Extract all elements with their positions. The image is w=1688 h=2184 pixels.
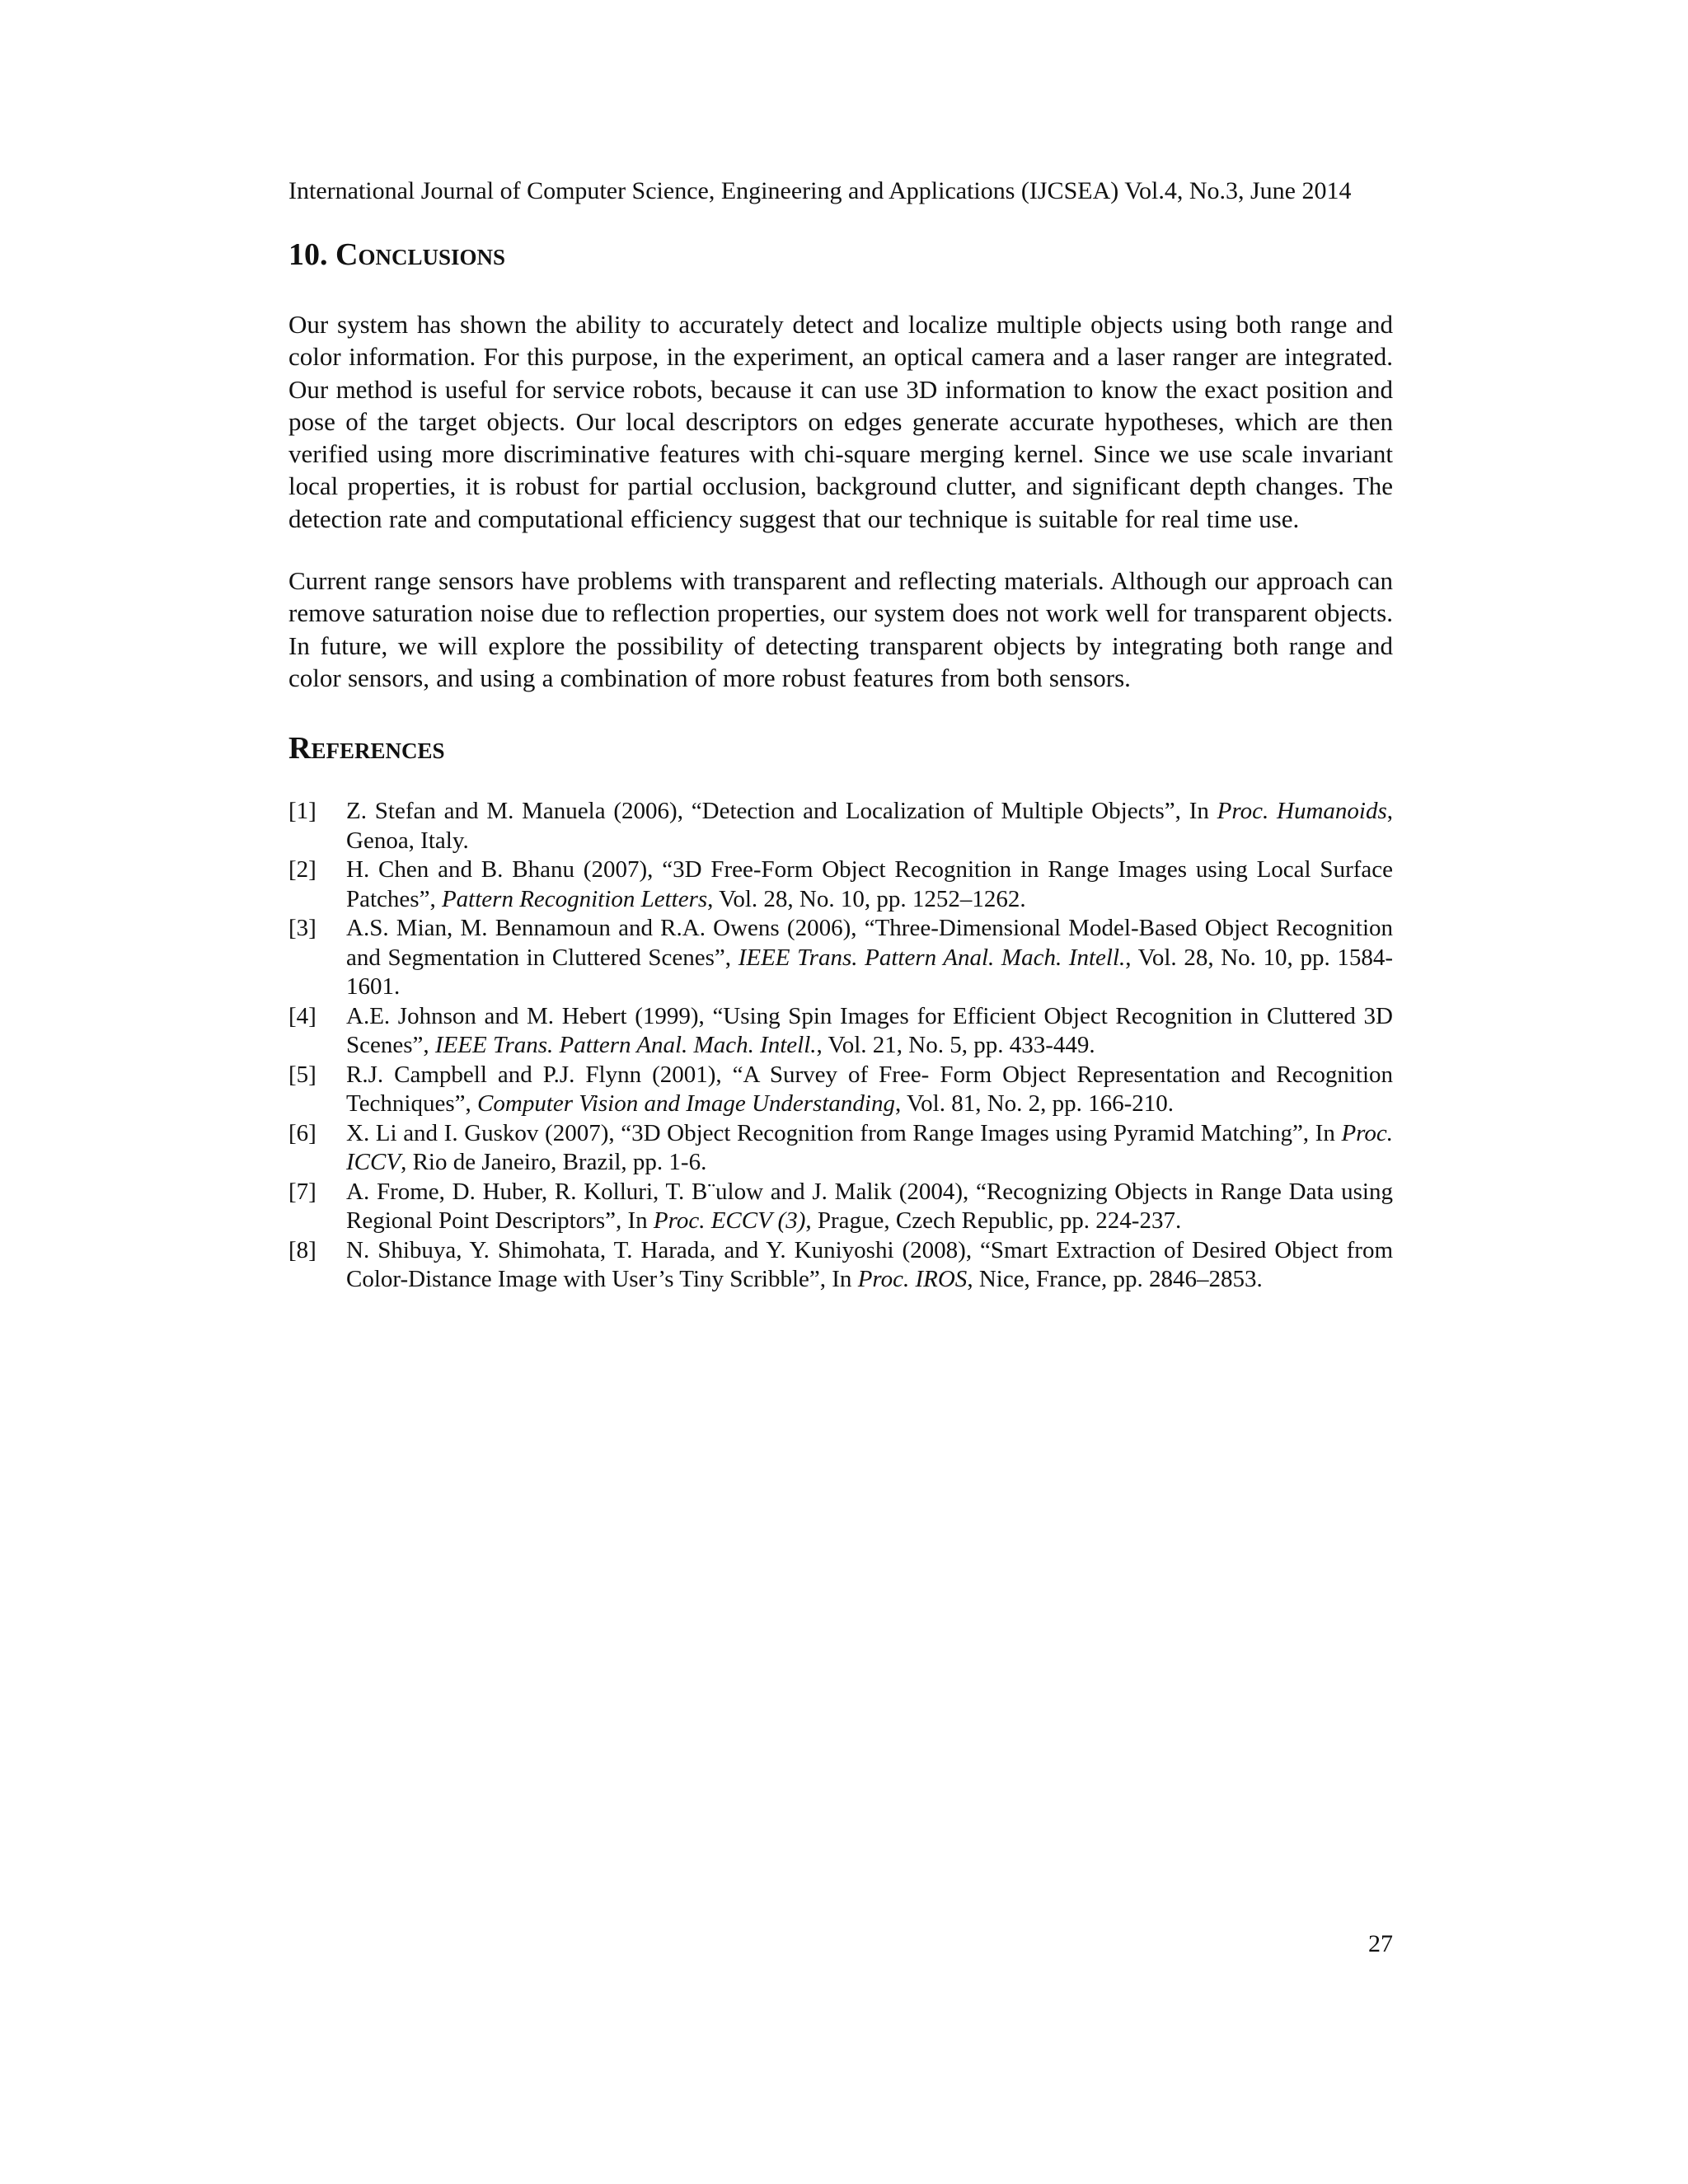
reference-venue: IEEE Trans. Pattern Anal. Mach. Intell. bbox=[434, 1032, 817, 1059]
reference-item-7 bbox=[288, 1178, 1393, 1236]
conclusions-paragraph-1: Our system has shown the ability to accurately detect and localize multiple objects using both range and color information. For this purpose, in the experiment, an optical camera and a laser ranger are integrated. Our method is useful for service robots, because it can use 3D information to know the exact position and pose of the target objects. Our local descriptors on edges generate accurate hypotheses, which are then verified using more discriminative features with chi-square merging kernel. Since we use scale invariant local properties, it is robust for partial occlusion, background clutter, and significant depth changes. The detection rate and computational efficiency suggest that our technique is suitable for real time use. bbox=[288, 310, 1393, 533]
reference-text: Z. Stefan and M. Manuela (2006), “Detection and Localization of Multiple Objects”, In Proc. Humanoids, Genoa, Italy. bbox=[346, 798, 1393, 854]
reference-number: [2] bbox=[288, 856, 316, 883]
reference-text: X. Li and I. Guskov (2007), “3D Object Recognition from Range Images using Pyramid Matching”, In Proc. ICCV, Rio de Janeiro, Brazil, pp. 1-6. bbox=[346, 1119, 1393, 1176]
reference-number: [5] bbox=[288, 1061, 316, 1088]
reference-text: A.S. Mian, M. Bennamoun and R.A. Owens (2006), “Three-Dimensional Model-Based Object Recognition and Segmentation in Cluttered Scenes”, IEEE Trans. Pattern Anal. Mach. Intell., Vol. 28, No. 10, pp. 1584-1601. bbox=[346, 915, 1394, 1001]
reference-item-8 bbox=[288, 1236, 1393, 1295]
reference-venue: Proc. Humanoids bbox=[1217, 798, 1387, 825]
page-number: 27 bbox=[1368, 1930, 1393, 1957]
reference-number: [1] bbox=[288, 798, 316, 825]
reference-venue: Computer Vision and Image Understanding bbox=[477, 1090, 895, 1118]
page-content bbox=[288, 235, 1393, 1319]
conclusions-heading bbox=[288, 235, 1393, 274]
conclusions-paragraph-2: Current range sensors have problems with transparent and reflecting materials. Although our approach can remove saturation noise due to reflection properties, our system does not work well for transparent objects. In future, we will explore the possibility of detecting transparent objects by integrating both range and color sensors, and using a combination of more robust features from both sensors. bbox=[288, 566, 1393, 692]
reference-number: [4] bbox=[288, 1002, 316, 1029]
reference-item-2 bbox=[288, 855, 1393, 914]
reference-venue: Pattern Recognition Letters bbox=[441, 885, 708, 912]
references-heading: References bbox=[288, 731, 445, 766]
reference-item-6 bbox=[288, 1119, 1393, 1178]
reference-venue: Proc. ICCV bbox=[346, 1119, 1393, 1176]
reference-text: R.J. Campbell and P.J. Flynn (2001), “A Survey of Free- Form Object Representation and Recognition Techniques”, Computer Vision and Image Understanding, Vol. 81, No. 2, pp. 166-210. bbox=[346, 1061, 1393, 1118]
reference-venue: Proc. IROS bbox=[857, 1266, 968, 1293]
reference-number: [6] bbox=[288, 1119, 316, 1146]
reference-text: H. Chen and B. Bhanu (2007), “3D Free-Form Object Recognition in Range Images using Local Surface Patches”, Pattern Recognition Letters, Vol. 28, No. 10, pp. 1252–1262. bbox=[346, 856, 1393, 912]
reference-text: A.E. Johnson and M. Hebert (1999), “Using Spin Images for Efficient Object Recognition in Cluttered 3D Scenes”, IEEE Trans. Pattern Anal. Mach. Intell., Vol. 21, No. 5, pp. 433-449. bbox=[346, 1002, 1393, 1059]
section-number: 10. bbox=[288, 237, 328, 272]
reference-text: N. Shibuya, Y. Shimohata, T. Harada, and Y. Kuniyoshi (2008), “Smart Extraction of Desired Object from Color-Distance Image with User’s Tiny Scribble”, In Proc. IROS, Nice, France, pp. 2846–2853. bbox=[346, 1236, 1393, 1293]
reference-list bbox=[288, 797, 1393, 1295]
reference-item-5 bbox=[288, 1061, 1393, 1119]
reference-number: [8] bbox=[288, 1236, 316, 1263]
running-header: International Journal of Computer Science, Engineering and Applications (IJCSEA) Vol.4, No.3, June 2014 bbox=[288, 177, 1352, 204]
reference-number: [3] bbox=[288, 915, 316, 942]
reference-item-3 bbox=[288, 914, 1393, 1002]
reference-item-4 bbox=[288, 1002, 1393, 1061]
reference-venue: IEEE Trans. Pattern Anal. Mach. Intell. bbox=[738, 944, 1126, 971]
reference-item-1 bbox=[288, 797, 1393, 855]
reference-number: [7] bbox=[288, 1178, 316, 1205]
reference-venue: Proc. ECCV (3) bbox=[653, 1207, 806, 1235]
reference-text: A. Frome, D. Huber, R. Kolluri, T. B¨ulow and J. Malik (2004), “Recognizing Objects in Range Data using Regional Point Descriptors”, In Proc. ECCV (3), Prague, Czech Republic, pp. 224-237. bbox=[346, 1178, 1393, 1235]
section-title: Conclusions bbox=[335, 237, 505, 272]
